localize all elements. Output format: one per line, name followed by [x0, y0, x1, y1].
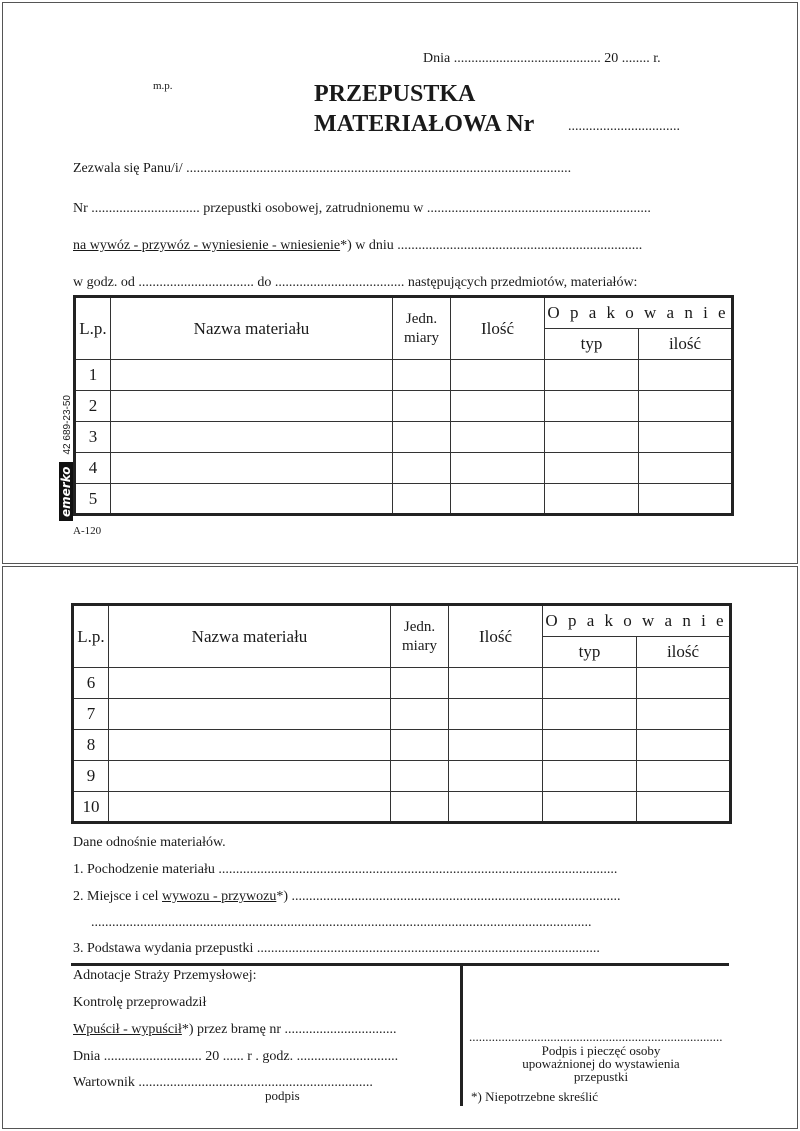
- materials-table-bottom: [71, 603, 732, 824]
- table-row[interactable]: [73, 730, 731, 761]
- header-packaging: O p a k o w a n i e: [543, 605, 731, 637]
- table-row[interactable]: [75, 391, 733, 422]
- header-pack-type: typ: [545, 329, 639, 360]
- materials-table-top: [73, 295, 734, 516]
- guard-annotations-title: Adnotacje Straży Przemysłowej:: [73, 968, 257, 983]
- row-number: 4: [75, 453, 111, 484]
- destination-field[interactable]: [73, 889, 621, 905]
- header-material-name: Nazwa materiału: [111, 297, 393, 360]
- destination-options: wywozu - przywozu: [162, 889, 277, 904]
- header-lp: L.p.: [73, 605, 109, 668]
- issue-basis-field[interactable]: 3. Podstawa wydania przepustki ..................................................................................................: [73, 941, 600, 956]
- caption-line2: upoważnionej do wystawienia: [522, 1056, 680, 1071]
- form-title-line2: MATERIAŁOWA Nr: [314, 111, 535, 137]
- table-row[interactable]: [73, 761, 731, 792]
- caption-line1: Podpis i pieczęć osoby: [541, 1043, 661, 1058]
- top-sheet: [2, 2, 798, 564]
- footnote: *) Niepotrzebne skreślić: [471, 1089, 599, 1104]
- header-unit-line2: miary: [402, 637, 437, 654]
- header-quantity: Ilość: [451, 297, 545, 360]
- material-origin-field[interactable]: 1. Pochodzenie materiału ..................................................................................................................: [73, 862, 618, 877]
- destination-prefix: 2. Miejsce i cel: [73, 889, 163, 904]
- header-unit-line1: Jedn.: [403, 618, 436, 635]
- header-lp: L.p.: [75, 297, 111, 360]
- row-number: 9: [73, 761, 109, 792]
- header-unit-line1: Jedn.: [405, 310, 438, 327]
- header-quantity: Ilość: [449, 605, 543, 668]
- form-title-line1: PRZEPUSTKA: [314, 81, 476, 107]
- transport-type-options: na wywóz - przywóz - wyniesienie - wniesienie: [73, 238, 341, 253]
- row-number: 3: [75, 422, 111, 453]
- table-row[interactable]: [75, 360, 733, 391]
- product-code: 42 689-23-50: [62, 395, 73, 455]
- row-number: 5: [75, 484, 111, 515]
- section-divider: [71, 963, 729, 966]
- row-number: 1: [75, 360, 111, 391]
- stamp-place-label: m.p.: [153, 80, 173, 92]
- material-details-title: Dane odnośnie materiałów.: [73, 835, 226, 850]
- row-number: 10: [73, 792, 109, 823]
- form-number-field[interactable]: ................................: [568, 119, 680, 134]
- header-pack-quantity: ilość: [639, 329, 733, 360]
- header-unit: [391, 605, 449, 668]
- form-code: A-120: [73, 525, 102, 537]
- time-range-line[interactable]: w godz. od ................................. do ..................................... następujących przedmiotów, materiałów:: [73, 275, 638, 290]
- caption-line3: przepustki: [573, 1069, 629, 1084]
- table-row[interactable]: [73, 668, 731, 699]
- guard-date-field[interactable]: Dnia ............................ 20 ...... r . godz. .............................: [73, 1049, 399, 1064]
- destination-continuation-field[interactable]: ...............................................................................................................................................: [91, 915, 592, 930]
- header-material-name: Nazwa materiału: [109, 605, 391, 668]
- authorized-signature-field[interactable]: ..............................................................................: [469, 1029, 723, 1044]
- row-number: 6: [73, 668, 109, 699]
- row-number: 7: [73, 699, 109, 730]
- header-pack-quantity: ilość: [637, 637, 731, 668]
- permit-number-employer-field[interactable]: Nr ............................... przepustki osobowej, zatrudnionemu w ................................................................: [73, 201, 651, 216]
- row-number: 2: [75, 391, 111, 422]
- gate-field[interactable]: [73, 1022, 396, 1038]
- table-row[interactable]: [75, 422, 733, 453]
- transport-date-field: *) w dniu ......................................................................: [340, 238, 643, 253]
- signature-caption: podpis: [265, 1088, 300, 1103]
- header-unit-line2: miary: [404, 329, 439, 346]
- gate-options: Wpuścił - wypuścił: [73, 1022, 182, 1037]
- guard-name-field[interactable]: Wartownik ...................................................................: [73, 1075, 373, 1090]
- authorized-signature-caption: [471, 1044, 731, 1083]
- permit-person-field[interactable]: Zezwala się Panu/i/ ..............................................................................................................: [73, 161, 572, 176]
- table-row[interactable]: [73, 699, 731, 730]
- row-number: 8: [73, 730, 109, 761]
- publisher-logo: emerko: [59, 463, 73, 522]
- header-packaging: O p a k o w a n i e: [545, 297, 733, 329]
- control-label: Kontrolę przeprowadził: [73, 995, 207, 1010]
- table-row[interactable]: [75, 484, 733, 515]
- header-unit: [393, 297, 451, 360]
- header-pack-type: typ: [543, 637, 637, 668]
- gate-number-dots: *) przez bramę nr ................................: [181, 1022, 397, 1037]
- table-row[interactable]: [73, 792, 731, 823]
- date-line: Dnia .......................................... 20 ........ r.: [423, 51, 661, 66]
- bottom-sheet: [2, 566, 798, 1129]
- side-print-info: [57, 395, 75, 521]
- column-divider: [460, 966, 463, 1106]
- destination-dots: *) ..............................................................................................: [276, 889, 621, 904]
- table-row[interactable]: [75, 453, 733, 484]
- transport-type-date-line[interactable]: [73, 238, 642, 254]
